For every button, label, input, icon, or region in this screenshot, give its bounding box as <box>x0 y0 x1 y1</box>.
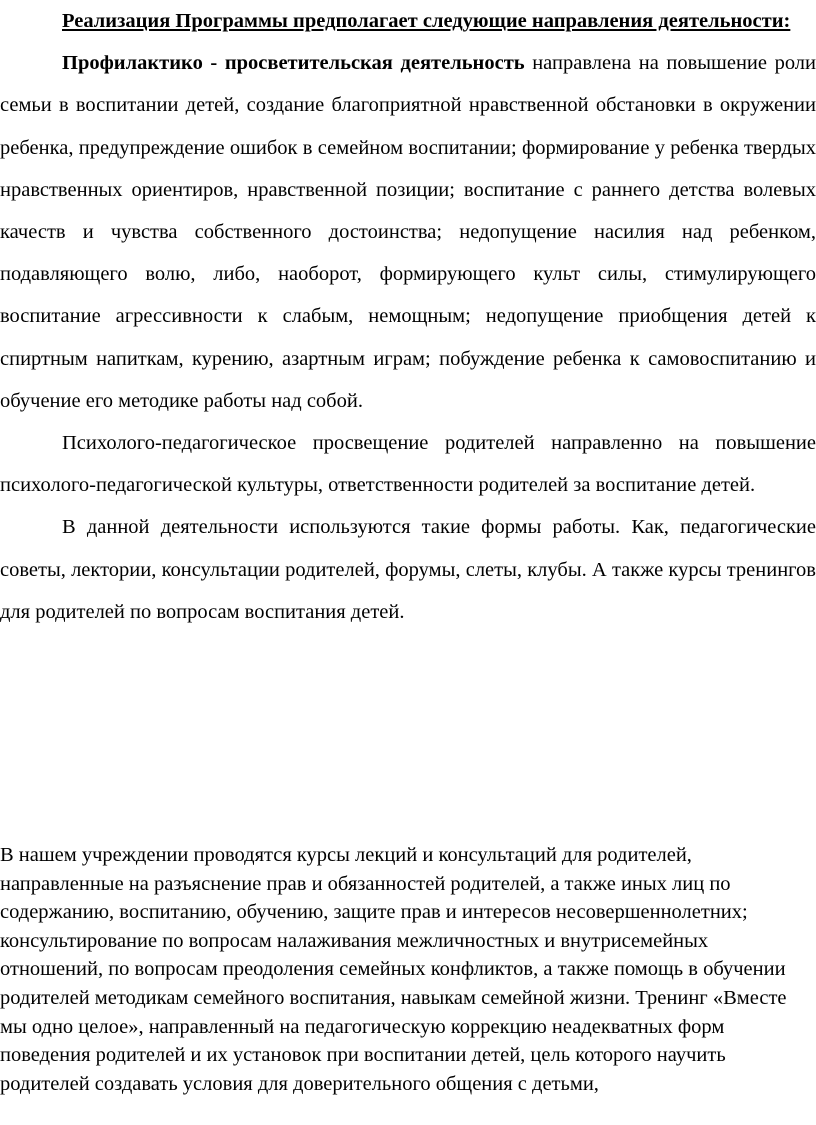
paragraph-forms: В данной деятельности используются такие формы работы. Как, педагогические советы, лектории, консультации родителей, форумы, слеты, клубы. А также курсы тренингов для родителей по вопросам воспитания детей. <box>0 516 816 623</box>
paragraph-institution: В нашем учреждении проводятся курсы лекций и консультаций для родителей, направленные на разъяснение прав и обязанностей родителей, а также иных лиц по содержанию, воспитанию, обучению, защите прав и интересов несовершеннолетних; консультирование по вопросам налаживания межличностных и внутрисемейных отношений, по вопросам преодоления семейных конфликтов, а также помощь в обучении родителей методикам семейного воспитания, навыкам семейной жизни. Тренинг «Вместе мы одно целое», направленный на педагогическую коррекцию неадекватных форм поведения родителей и их установок при воспитании детей, цель которого научить родителей создавать условия для доверительного общения с детьми, <box>0 844 787 1095</box>
paragraph-prevention-text: направлена на повышение роли семьи в воспитании детей, создание благоприятной нравственной обстановки в окружении ребенка, предупреждение ошибок в семейном воспитании; формирование у ребенка твердых нравственных ориентиров, нравственной позиции; воспитание с раннего детства волевых качеств и чувства собственного достоинства; недопущение насилия над ребенком, подавляющего волю, либо, наоборот, формирующего культ силы, стимулирующего воспитание агрессивности к слабым, немощным; недопущение приобщения детей к спиртным напиткам, курению, азартным играм; побуждение ребенка к самовоспитанию и обучение его методике работы над собой. <box>0 52 816 412</box>
institution-section <box>0 841 816 1098</box>
paragraph-prevention <box>0 42 816 422</box>
paragraph-prevention-bold-term: Профилактико - просветительская деятельность <box>62 52 525 75</box>
section-heading: Реализация Программы предполагает следующие направления деятельности: <box>62 10 791 32</box>
paragraph-education: Психолого-педагогическое просвещение родителей направленно на повышение психолого-педагогической культуры, ответственности родителей за воспитание детей. <box>0 432 816 497</box>
